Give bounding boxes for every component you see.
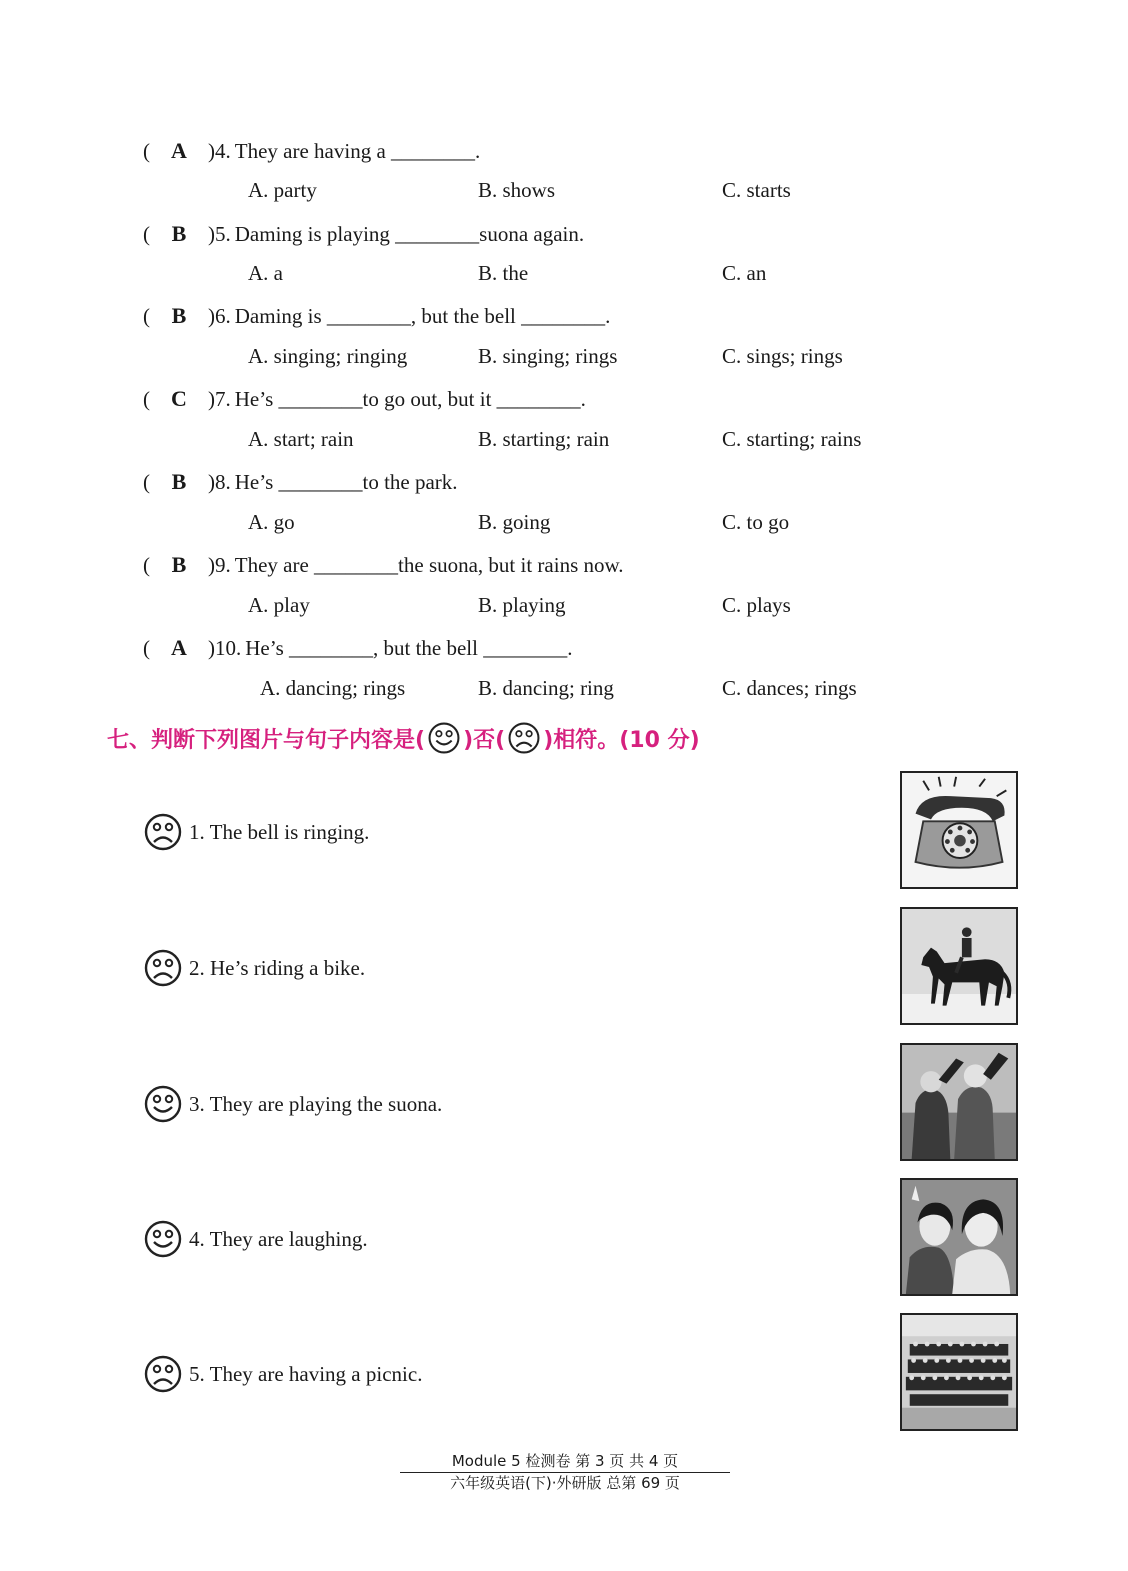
option-a: A. play: [248, 593, 310, 617]
question-stem: They are ________the suona, but it rains now.: [234, 552, 624, 577]
smiley-face-icon: [143, 1219, 183, 1259]
number-dot: .: [225, 303, 231, 328]
smiley-face-icon: [143, 1084, 183, 1124]
question-number: 9: [215, 552, 226, 577]
question-stem: He’s ________to go out, but it ________.: [234, 386, 586, 411]
question-number: 6: [215, 303, 226, 328]
option-b: B. going: [478, 510, 551, 534]
option-c: C. to go: [722, 510, 790, 534]
number-dot: .: [225, 552, 231, 577]
open-paren: (: [143, 221, 150, 246]
options-8: [0, 510, 1128, 540]
option-c: C. starts: [722, 178, 791, 202]
open-paren: (: [143, 303, 150, 328]
telephone-icon: [900, 771, 1018, 889]
open-paren: (: [143, 635, 150, 660]
close-paren: ): [208, 552, 215, 577]
option-c: C. sings; rings: [722, 344, 843, 368]
options-6: [0, 344, 1128, 374]
number-dot: .: [225, 386, 231, 411]
option-a: A. go: [248, 510, 295, 534]
question-stem: Daming is ________, but the bell ________.: [234, 303, 611, 328]
option-b: B. the: [478, 261, 529, 285]
open-paren: (: [143, 552, 150, 577]
judgment-sentence: 1. The bell is ringing.: [189, 819, 370, 844]
footer-book-info: 六年级英语(下)·外研版 总第 69 页: [450, 1474, 680, 1492]
question-number: 8: [215, 469, 226, 494]
question-9: [143, 549, 624, 581]
number-dot: .: [225, 221, 231, 246]
option-a: A. party: [248, 178, 317, 202]
option-b: B. starting; rain: [478, 427, 610, 451]
question-number: 10: [215, 635, 236, 660]
option-c: C. dances; rings: [722, 676, 857, 700]
option-b: B. playing: [478, 593, 566, 617]
question-10: [143, 632, 572, 664]
question-number: 5: [215, 221, 226, 246]
option-c: C. starting; rains: [722, 427, 862, 451]
close-paren: ): [208, 386, 215, 411]
number-dot: .: [225, 138, 231, 163]
answer: A: [171, 635, 187, 660]
judgment-sentence: 4. They are laughing.: [189, 1226, 368, 1251]
judgment-3: [143, 1084, 442, 1124]
question-stem: He’s ________, but the bell ________.: [245, 635, 573, 660]
answer: B: [171, 221, 187, 246]
answer: B: [171, 469, 187, 494]
section-heading-part2: )否(: [463, 727, 506, 753]
answer: A: [171, 138, 187, 163]
answer: C: [171, 386, 187, 411]
option-b: B. dancing; ring: [478, 676, 614, 700]
question-number: 7: [215, 386, 226, 411]
close-paren: ): [208, 303, 215, 328]
answer: B: [171, 552, 187, 577]
option-a: A. start; rain: [248, 427, 354, 451]
option-a: A. a: [248, 261, 283, 285]
number-dot: .: [236, 635, 242, 660]
open-paren: (: [143, 386, 150, 411]
question-4: [143, 135, 480, 167]
options-5: [0, 261, 1128, 291]
sad-face-icon: [507, 721, 541, 755]
judgment-2: [143, 948, 365, 988]
laughing-girls-icon: [900, 1178, 1018, 1296]
option-a: A. singing; ringing: [248, 344, 408, 368]
open-paren: (: [143, 469, 150, 494]
options-4: [0, 178, 1128, 208]
group-photo-icon: [900, 1313, 1018, 1431]
answer: B: [171, 303, 187, 328]
close-paren: ): [208, 635, 215, 660]
question-stem: They are having a ________.: [234, 138, 481, 163]
options-9: [0, 593, 1128, 623]
question-stem: He’s ________to the park.: [234, 469, 458, 494]
option-b: B. shows: [478, 178, 556, 202]
close-paren: ): [208, 469, 215, 494]
close-paren: ): [208, 138, 215, 163]
sad-face-icon: [143, 812, 183, 852]
horse-rider-icon: [900, 907, 1018, 1025]
section-heading-part1: 七、判断下列图片与句子内容是(: [107, 727, 426, 753]
smiley-face-icon: [427, 721, 461, 755]
options-10: [0, 676, 1128, 706]
option-b: B. singing; rings: [478, 344, 618, 368]
question-stem: Daming is playing ________suona again.: [234, 221, 585, 246]
number-dot: .: [225, 469, 231, 494]
suona-players-icon: [900, 1043, 1018, 1161]
judgment-1: [143, 812, 369, 852]
open-paren: (: [143, 138, 150, 163]
close-paren: ): [208, 221, 215, 246]
judgment-4: [143, 1219, 368, 1259]
judgment-5: [143, 1354, 422, 1394]
option-c: C. plays: [722, 593, 791, 617]
question-7: [143, 383, 586, 415]
option-c: C. an: [722, 261, 767, 285]
sad-face-icon: [143, 1354, 183, 1394]
section-heading-part3: )相符。(10 分): [543, 727, 700, 753]
judgment-sentence: 2. He’s riding a bike.: [189, 955, 366, 980]
sad-face-icon: [143, 948, 183, 988]
option-a: A. dancing; rings: [260, 676, 406, 700]
judgment-sentence: 5. They are having a picnic.: [189, 1361, 423, 1386]
question-number: 4: [215, 138, 226, 163]
judgment-sentence: 3. They are playing the suona.: [189, 1091, 443, 1116]
question-5: [143, 218, 584, 250]
question-8: [143, 466, 458, 498]
footer-module-info: Module 5 检测卷 第 3 页 共 4 页: [400, 1450, 730, 1473]
question-6: [143, 300, 610, 332]
section-heading: [107, 718, 700, 758]
options-7: [0, 427, 1128, 457]
